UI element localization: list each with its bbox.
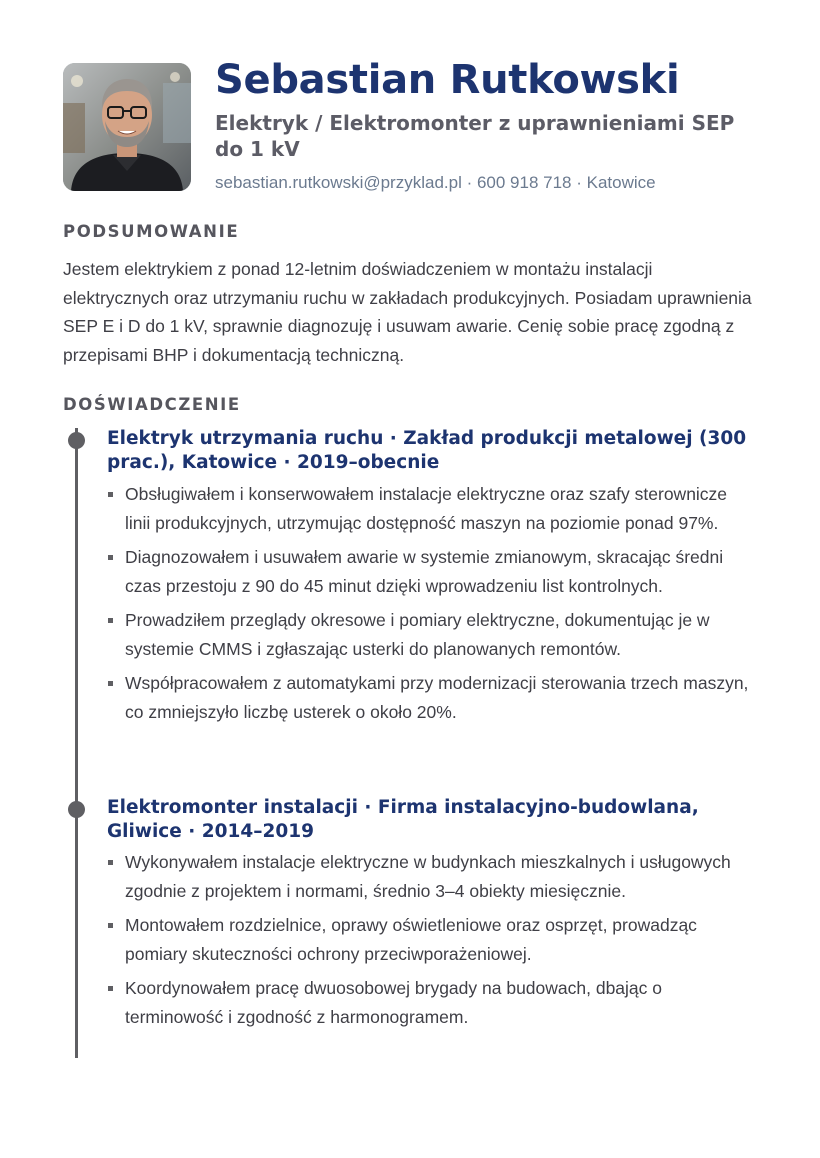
summary-text: Jestem elektrykiem z ponad 12-letnim doświadczeniem w montażu instalacji elektrycznych oraz utrzymaniu ruchu w zakładach produkcyjnych. Posiadam uprawnienia SEP E i D do 1 kV, sprawnie diagnozuję i usuwam awarie. Cenię sobie pracę zgodną z przepisami BHP i dokumentacją techniczną. <box>63 259 752 365</box>
job-bullet-text: Współpracowałem z automatykami przy modernizacji sterowania trzech maszyn, co zmniejszyło liczbę usterek o około 20%. <box>125 673 749 722</box>
candidate-title: Elektryk / Elektromonter z uprawnieniami SEP do 1 kV <box>215 111 735 161</box>
job-bullet-text: Wykonywałem instalacje elektryczne w budynkach mieszkalnych i usługowych zgodnie z projektem i normami, średnio 3–4 obiekty miesięcznie. <box>125 852 731 901</box>
job-bullet <box>107 669 757 726</box>
job-bullet <box>107 848 757 905</box>
summary-heading: PODSUMOWANIE <box>63 222 240 241</box>
bullet-marker <box>108 555 113 560</box>
job-bullet <box>107 974 757 1031</box>
job-bullet-text: Montowałem rozdzielnice, oprawy oświetleniowe oraz osprzęt, prowadząc pomiary skuteczności ochrony przeciwporażeniowej. <box>125 915 697 964</box>
job-bullet-text: Obsługiwałem i konserwowałem instalacje elektryczne oraz szafy sterownicze linii produkcyjnych, utrzymując dostępność maszyn na poziomie ponad 97%. <box>125 484 728 533</box>
job-bullet <box>107 606 757 663</box>
profile-photo <box>63 63 191 191</box>
contact-line: sebastian.rutkowski@przyklad.pl · 600 918 718 · Katowice <box>215 173 656 192</box>
job-title: Elektromonter instalacji · Firma instalacyjno-budowlana, Gliwice · 2014–2019 <box>107 797 699 842</box>
bullet-marker <box>108 923 113 928</box>
timeline-dot <box>68 432 85 449</box>
job-bullet-text: Prowadziłem przeglądy okresowe i pomiary elektryczne, dokumentując je w systemie CMMS i zgłaszając usterki do planowanych remontów. <box>125 610 710 659</box>
timeline-dot <box>68 801 85 818</box>
job-bullet <box>107 911 757 968</box>
job-bullet-text: Diagnozowałem i usuwałem awarie w systemie zmianowym, skracając średni czas przestoju z 90 do 45 minut dzięki wprowadzeniu list kontrolnych. <box>125 547 724 596</box>
job-bullet <box>107 543 757 600</box>
job-bullet-list <box>107 848 757 1037</box>
bullet-marker <box>108 986 113 991</box>
timeline-line <box>75 428 78 1058</box>
bullet-marker <box>108 492 113 497</box>
job-bullet <box>107 480 757 537</box>
job-bullet-list <box>107 480 757 732</box>
job-title: Elektryk utrzymania ruchu · Zakład produkcji metalowej (300 prac.), Katowice · 2019–obecnie <box>107 428 747 473</box>
candidate-name: Sebastian Rutkowski <box>215 57 680 103</box>
job-bullet-text: Koordynowałem pracę dwuosobowej brygady na budowach, dbając o terminowość i zgodność z harmonogramem. <box>125 978 663 1027</box>
bullet-marker <box>108 860 113 865</box>
experience-heading: DOŚWIADCZENIE <box>63 395 241 414</box>
bullet-marker <box>108 618 113 623</box>
bullet-marker <box>108 681 113 686</box>
